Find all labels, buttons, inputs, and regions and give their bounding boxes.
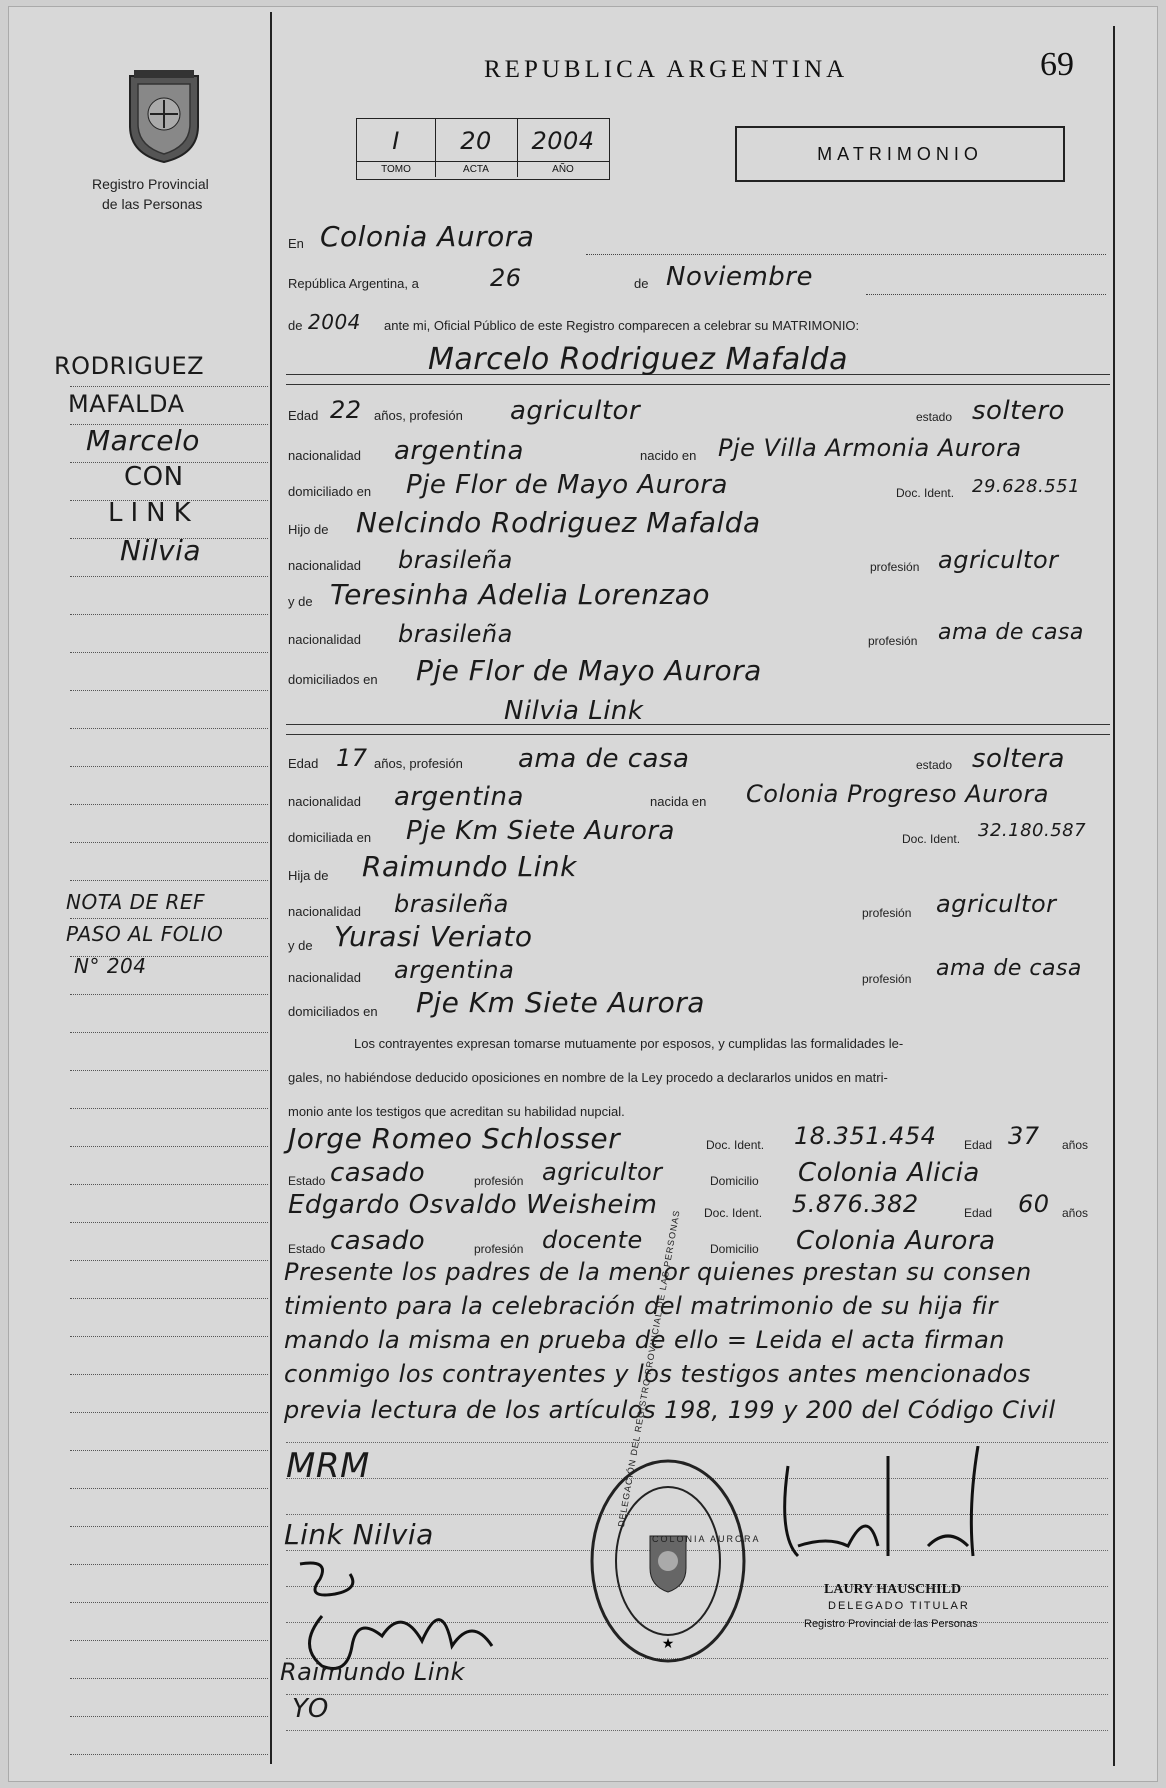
seal-text: DELEGACIÓN DEL REGISTRO PROVINCIAL DE LAS PERSONAS [616, 1208, 682, 1528]
profesion-label: profesión [862, 972, 912, 986]
witness1-profession: agricultor [542, 1158, 663, 1186]
ano-label: AÑO [517, 161, 609, 175]
groom-domicile-row [286, 472, 1108, 506]
bride-father-prof: agricultor [936, 890, 1057, 918]
acta-cell [435, 119, 518, 177]
domiciliados-label: domiciliados en [288, 672, 378, 687]
nacida-label: nacida en [650, 794, 707, 809]
note-line3: mando la misma en prueba de ello = Leida el acta firman [284, 1326, 1006, 1354]
doc-label: Doc. Ident. [896, 486, 955, 500]
groom-mother-nat-row [286, 620, 1108, 654]
domiciliada-label: domiciliada en [288, 830, 372, 845]
signature-bride-mother: YO [292, 1694, 329, 1724]
registry-name-line1: Registro Provincial [92, 176, 209, 192]
doc-label: Doc. Ident. [706, 1138, 765, 1152]
groom-father-nat-row [286, 546, 1108, 580]
bride-age-row [286, 744, 1108, 778]
note-line2: timiento para la celebración del matrimonio de su hija fir [284, 1292, 998, 1320]
bride-father: Raimundo Link [362, 850, 577, 883]
signature-bride: Link Nilvia [284, 1518, 434, 1551]
groom-domicile: Pje Flor de Mayo Aurora [406, 470, 728, 500]
seal-inner-text: COLONIA AURORA [652, 1534, 761, 1544]
seal-icon [588, 1456, 748, 1666]
place-value: Colonia Aurora [320, 220, 535, 253]
officer-name: LAURY HAUSCHILD [824, 1582, 962, 1597]
legal-line2: gales, no habiéndose deducido oposiciones en nombre de la Ley procedo a declararlos unidos en matri- [288, 1070, 888, 1085]
margin-surname1: RODRIGUEZ [54, 352, 205, 380]
doc-label: Doc. Ident. [704, 1206, 763, 1220]
margin-ruled-line [70, 1412, 268, 1413]
nacido-label: nacido en [640, 448, 697, 463]
witness2-name: Edgardo Osvaldo Weisheim [288, 1190, 658, 1220]
margin-ruled-line [70, 690, 268, 691]
registry-logo [120, 66, 208, 169]
margin-ruled-line [70, 1640, 268, 1641]
witness1-detail-row [286, 1158, 1108, 1192]
groom-age: 22 [330, 396, 362, 424]
margin-ruled-line [70, 1336, 268, 1337]
legal-line1: Los contrayentes expresan tomarse mutuamente por esposos, y cumplidas las formalidades le- [354, 1036, 904, 1051]
margin-ruled-line [70, 1374, 268, 1375]
witness2-doc: 5.876.382 [792, 1190, 919, 1218]
groom-nationality-row [286, 436, 1108, 470]
right-border [1113, 26, 1115, 1766]
margin-note1: NOTA DE REF [66, 890, 206, 914]
margin-ruled-line [70, 880, 268, 881]
domiciliados-label: domiciliados en [288, 1004, 378, 1019]
nacionalidad-label: nacionalidad [288, 904, 362, 919]
acta-label: ACTA [435, 161, 517, 175]
yde-label: y de [288, 938, 313, 953]
groom-age-row [286, 396, 1108, 430]
groom-doc: 29.628.551 [972, 476, 1081, 497]
groom-mother-prof: ama de casa [938, 620, 1084, 645]
margin-ruled-line [70, 1260, 268, 1261]
margin-ruled-line [70, 1298, 268, 1299]
groom-mother-row [286, 578, 1108, 616]
nacionalidad-label: nacionalidad [288, 558, 362, 573]
margin-name2: Nilvia [120, 534, 202, 567]
signature-bride-father: Raimundo Link [280, 1658, 466, 1686]
bride-age: 17 [336, 744, 368, 772]
margin-ruled-line [70, 1488, 268, 1489]
margin-ruled-line [70, 1070, 268, 1071]
bride-mother-nat: argentina [394, 956, 515, 984]
margin-ruled-line [70, 576, 268, 577]
bride-domicile-row [286, 818, 1108, 852]
bride-parents-domicile: Pje Km Siete Aurora [416, 986, 705, 1019]
edad-label: Edad [288, 756, 319, 771]
witness2-profession: docente [542, 1226, 643, 1254]
bride-mother-nat-row [286, 956, 1108, 990]
de2-label: de [288, 318, 303, 333]
margin-ruled-line [70, 728, 268, 729]
provincial-seal-icon [120, 66, 208, 164]
witness2-row [286, 1190, 1108, 1224]
tomo-value: I [392, 127, 400, 155]
bride-estado: soltera [972, 744, 1065, 774]
bride-name: Nilvia Link [504, 696, 644, 726]
svg-text:★: ★ [661, 1636, 675, 1652]
margin-ruled-line [70, 1564, 268, 1565]
margin-con: CON [124, 462, 184, 492]
profesion-label: años, profesión [374, 408, 463, 423]
estado-label: Estado [288, 1174, 326, 1188]
bride-nationality: argentina [394, 782, 524, 812]
ano-value: 2004 [531, 127, 595, 155]
domicilio-label: Domicilio [710, 1174, 759, 1188]
document-type-label: MATRIMONIO [817, 144, 983, 164]
anos-label: años [1062, 1206, 1089, 1220]
note-line1: Presente los padres de la menor quienes prestan su consen [284, 1258, 1032, 1286]
margin-ruled-line [70, 918, 268, 919]
witness1-doc: 18.351.454 [794, 1122, 937, 1150]
main-ruled-line [286, 1442, 1108, 1443]
groom-nationality: argentina [394, 436, 524, 466]
margin-ruled-line [70, 994, 268, 995]
bride-domicile: Pje Km Siete Aurora [406, 816, 675, 846]
margin-ruled-line [70, 1526, 268, 1527]
margin-note2: PASO AL FOLIO [66, 922, 224, 946]
officer-signature [768, 1446, 998, 1601]
document-type-box [735, 126, 1065, 182]
ano-cell [517, 119, 609, 177]
margin-ruled-line [70, 1184, 268, 1185]
bride-mother-row [286, 920, 1108, 958]
groom-father-row [286, 506, 1108, 544]
bride-mother: Yurasi Veriato [334, 920, 533, 953]
margin-ruled-line [70, 842, 268, 843]
edad-label: Edad [964, 1206, 993, 1220]
bride-father-nat-row [286, 890, 1108, 924]
nacionalidad-label: nacionalidad [288, 632, 362, 647]
margin-ruled-line [70, 462, 268, 463]
witness1-name: Jorge Romeo Schlosser [288, 1122, 621, 1155]
margin-ruled-line [70, 614, 268, 615]
profesion-label: profesión [474, 1242, 524, 1256]
year-value: 2004 [308, 310, 361, 334]
main-ruled-line [286, 1730, 1108, 1731]
month-value: Noviembre [666, 262, 813, 292]
groom-mother-nat: brasileña [398, 620, 513, 648]
domicilio-label: Domicilio [710, 1242, 759, 1256]
margin-ruled-line [70, 956, 268, 957]
margin-ruled-line [70, 424, 268, 425]
groom-mother: Teresinha Adelia Lorenzao [330, 578, 710, 611]
groom-birthplace: Pje Villa Armonia Aurora [718, 434, 1022, 462]
profesion-label: profesión [862, 906, 912, 920]
margin-ruled-line [70, 538, 268, 539]
margin-ruled-line [70, 1716, 268, 1717]
legal-line3: monio ante los testigos que acreditan su habilidad nupcial. [288, 1104, 625, 1119]
signature-groom: MRM [286, 1446, 370, 1486]
tomo-label: TOMO [357, 161, 435, 175]
margin-ruled-line [70, 500, 268, 501]
country-header: REPUBLICA ARGENTINA [484, 56, 849, 83]
margin-ruled-line [70, 1450, 268, 1451]
margin-ruled-line [70, 1678, 268, 1679]
margin-ruled-line [70, 1222, 268, 1223]
note-line4: conmigo los contrayentes y los testigos antes mencionados [284, 1360, 1031, 1388]
witness2-age: 60 [1018, 1190, 1050, 1218]
witness1-row [286, 1122, 1108, 1156]
place-row [286, 220, 1108, 258]
book-reference-box [356, 118, 610, 180]
margin-note3: N° 204 [74, 954, 147, 978]
nacionalidad-label: nacionalidad [288, 970, 362, 985]
profesion-label: profesión [474, 1174, 524, 1188]
bride-mother-prof: ama de casa [936, 956, 1082, 981]
margin-ruled-line [70, 766, 268, 767]
groom-father: Nelcindo Rodriguez Mafalda [356, 506, 761, 539]
intro-text: ante mi, Oficial Público de este Registro comparecen a celebrar su MATRIMONIO: [384, 318, 860, 333]
bride-father-nat: brasileña [394, 890, 509, 918]
doc-label: Doc. Ident. [902, 832, 961, 846]
margin-ruled-line [70, 1032, 268, 1033]
day-value: 26 [490, 264, 522, 292]
yde-label: y de [288, 594, 313, 609]
page-number: 69 [1040, 46, 1074, 83]
note-line5: previa lectura de los artículos 198, 199 y 200 del Código Civil [284, 1396, 1056, 1424]
bride-parents-domicile-row [286, 986, 1108, 1024]
estado-label: estado [916, 410, 953, 424]
margin-ruled-line [70, 1108, 268, 1109]
bride-father-row [286, 850, 1108, 888]
margin-ruled-line [70, 1602, 268, 1603]
nacionalidad-label: nacionalidad [288, 794, 362, 809]
groom-father-nat: brasileña [398, 546, 513, 574]
witness2-estado: casado [330, 1226, 426, 1256]
profesion-label: profesión [868, 634, 918, 648]
nacionalidad-label: nacionalidad [288, 448, 362, 463]
profesion-label: profesión [870, 560, 920, 574]
bride-doc: 32.180.587 [978, 820, 1087, 841]
document-page [8, 6, 1158, 1782]
left-column-border [270, 12, 272, 1764]
margin-ruled-line [70, 652, 268, 653]
groom-profession: agricultor [510, 396, 641, 426]
hijo-label: Hijo de [288, 522, 329, 537]
margin-name1: Marcelo [86, 424, 200, 457]
official-seal [588, 1456, 748, 1671]
edad-label: Edad [288, 408, 319, 423]
domiciliado-label: domiciliado en [288, 484, 372, 499]
groom-name: Marcelo Rodriguez Mafalda [428, 342, 848, 377]
margin-surname3: LINK [108, 498, 199, 528]
bride-profession: ama de casa [518, 744, 690, 774]
witness1-domicile: Colonia Alicia [798, 1158, 980, 1188]
groom-estado: soltero [972, 396, 1065, 426]
acta-value: 20 [460, 127, 492, 155]
bride-birthplace: Colonia Progreso Aurora [746, 780, 1049, 808]
republica-label: República Argentina, a [288, 276, 419, 291]
margin-ruled-line [70, 804, 268, 805]
tomo-cell [357, 119, 436, 177]
witness2-detail-row [286, 1226, 1108, 1260]
registry-name-line2: de las Personas [102, 196, 203, 212]
witness1-estado: casado [330, 1158, 426, 1188]
witness2-domicile: Colonia Aurora [796, 1226, 996, 1256]
anos-label: años [1062, 1138, 1089, 1152]
groom-parents-domicile: Pje Flor de Mayo Aurora [416, 654, 762, 687]
estado-label: estado [916, 758, 953, 772]
groom-parents-domicile-row [286, 654, 1108, 692]
year-row [286, 306, 1108, 340]
date-row [286, 264, 1108, 298]
main-ruled-line [286, 1694, 1108, 1695]
margin-ruled-line [70, 1754, 268, 1755]
profesion-label: años, profesión [374, 756, 463, 771]
estado-label: Estado [288, 1242, 326, 1256]
groom-father-prof: agricultor [938, 546, 1059, 574]
bride-nationality-row [286, 782, 1108, 816]
margin-ruled-line [70, 386, 268, 387]
margin-ruled-line [70, 1146, 268, 1147]
edad-label: Edad [964, 1138, 993, 1152]
en-label: En [288, 236, 304, 251]
hija-label: Hija de [288, 868, 329, 883]
de-label: de [634, 276, 649, 291]
officer-org: Registro Provincial de las Personas [804, 1618, 978, 1630]
officer-title: DELEGADO TITULAR [828, 1600, 970, 1612]
witness1-age: 37 [1008, 1122, 1040, 1150]
margin-surname2: MAFALDA [68, 390, 185, 418]
